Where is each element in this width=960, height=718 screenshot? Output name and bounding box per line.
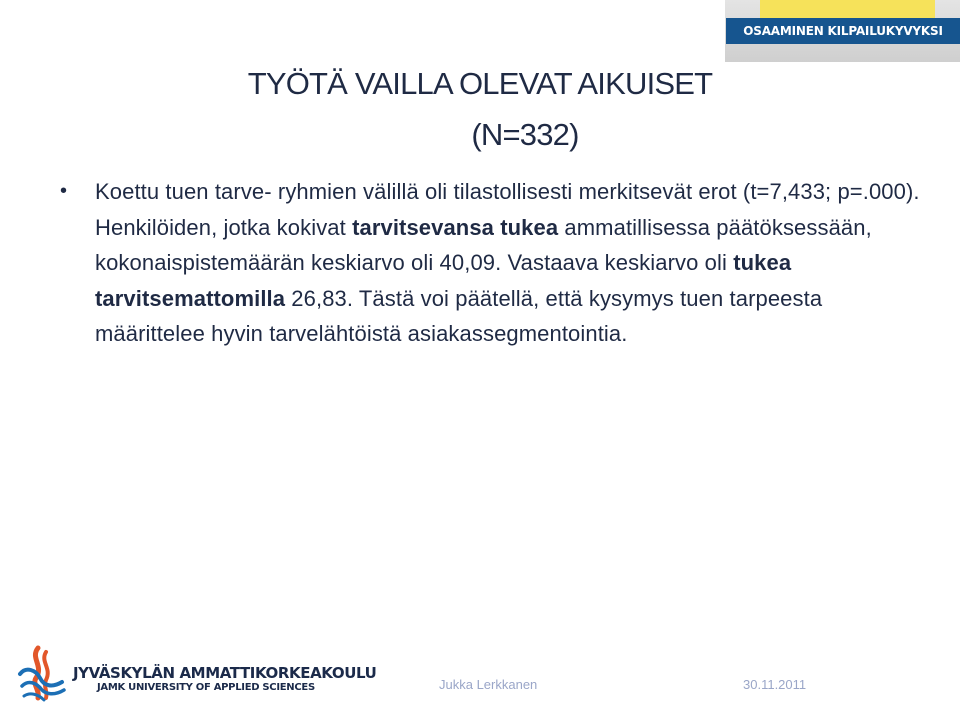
footer-date: 30.11.2011 (743, 677, 807, 692)
bullet-text-part1: Koettu tuen tarve- ryhmien välillä oli tilastollisesti merkitsevät erot (t=7,433; p=.000). Henkilöiden, jotka kokivat (95, 179, 920, 240)
bullet-text-part3: 26,83. Tästä voi päätellä, että kysymys tuen tarpeesta määrittelee hyvin tarvelähtöistä asiakassegmentointia. (95, 285, 823, 346)
org-name: JYVÄSKYLÄN AMMATTIKORKEAKOULU (73, 664, 377, 682)
banner-accent-stripe (760, 0, 935, 18)
bullet-emphasis-1: tarvitsevansa tukea (352, 214, 559, 240)
bullet-list (60, 174, 920, 352)
bullet-dot-icon: • (60, 180, 68, 202)
org-name-english: JAMK UNIVERSITY OF APPLIED SCIENCES (97, 682, 315, 693)
header-banner: OSAAMINEN KILPAILUKYVYKSI (726, 18, 960, 44)
slide-subtitle: (N=332) (471, 117, 579, 152)
bullet-item (95, 174, 920, 352)
bullet-emphasis-2: tukea tarvitsemattomilla (95, 250, 792, 311)
bullet-text-part2: ammatillisessa päätöksessään, kokonaispistemäärän keskiarvo oli 40,09. Vastaava keskiarvo oli (95, 214, 872, 275)
slide-title: TYÖTÄ VAILLA OLEVAT AIKUISET (247, 66, 713, 101)
footer-author: Jukka Lerkkanen (439, 677, 538, 692)
